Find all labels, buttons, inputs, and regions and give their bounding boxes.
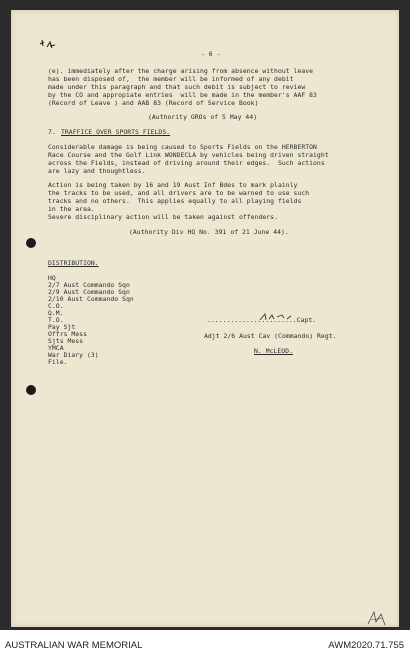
paragraph-e-line-1: (e). immediately after the charge arising from absence without leave — [48, 67, 314, 75]
paragraph-e-line-4: by the CO and appropiate entries will be made in the member's AAF 83 — [48, 91, 317, 99]
signatory-title: Adjt 2/6 Aust Cav (Commando) Regt. — [204, 332, 337, 340]
page-number: - 6 - — [201, 50, 221, 58]
section-7-title: TRAFFICE OVER SPORTS FIELDS. — [61, 128, 171, 136]
distribution-heading: DISTRIBUTION. — [48, 259, 99, 267]
punch-hole-top — [26, 238, 36, 248]
paragraph-e-line-2: has been disposed of, the member will be informed of any debit — [48, 75, 294, 83]
archive-footer — [0, 630, 410, 653]
authority-citation-2: (Authority Div HQ No. 391 of 21 June 44). — [129, 228, 289, 236]
document-page — [11, 10, 399, 627]
section-7-para1-line-2: Race Course and the Golf Link WONDECLA by vehicles being driven straight — [48, 151, 329, 159]
signatory-name: N. McLEOD. — [254, 347, 293, 355]
section-7-para2-line-4: in the area. — [48, 205, 95, 213]
distribution-item: Q.M. — [48, 309, 64, 317]
distribution-item: 2/7 Aust Commando Sqn — [48, 281, 130, 289]
distribution-item: HQ — [48, 274, 56, 282]
paragraph-e-line-5: (Record of Leave ) and AAB 83 (Record of Service Book) — [48, 99, 259, 107]
distribution-item: C.O. — [48, 302, 64, 310]
distribution-item: YMCA — [48, 344, 64, 352]
distribution-item: War Diary (3) — [48, 351, 99, 359]
handwritten-mark — [38, 38, 58, 52]
distribution-item: Sjts Mess — [48, 337, 84, 345]
section-7-para1-line-3: across the Fields, instead of driving around their edges. Such actions — [48, 159, 325, 167]
distribution-item: Pay Sjt — [48, 323, 76, 331]
section-7-para2-line-3: tracks and no others. This applies equally to all playing fields — [48, 197, 302, 205]
signature-line: .......................Capt. — [207, 316, 317, 324]
section-7-para1-line-4: are lazy and thoughtless. — [48, 167, 146, 175]
distribution-item: Offrs Mess — [48, 330, 87, 338]
distribution-item: File. — [48, 358, 68, 366]
section-7-para2-line-1: Action is being taken by 16 and 19 Aust Inf Bdes to mark plainly — [48, 181, 298, 189]
footer-accession-number: AWM2020.71.755 — [328, 640, 404, 651]
footer-institution: AUSTRALIAN WAR MEMORIAL — [5, 640, 143, 651]
section-7-number: 7. — [48, 128, 56, 136]
section-7-para2-line-2: the tracks to be used, and all drivers are to be warned to use such — [48, 189, 310, 197]
section-7-para2-line-5: Severe disciplinary action will be taken against offenders. — [48, 213, 278, 221]
distribution-item: 2/10 Aust Commando Sqn — [48, 295, 134, 303]
distribution-item: T.O. — [48, 316, 64, 324]
authority-citation-1: (Authority GROs of 5 May 44) — [148, 113, 258, 121]
distribution-item: 2/9 Aust Commando Sqn — [48, 288, 130, 296]
pencil-scribble — [365, 608, 389, 628]
paragraph-e-line-3: made under this paragraph and that such debit is subject to review — [48, 83, 306, 91]
punch-hole-bottom — [26, 385, 36, 395]
section-7-para1-line-1: Considerable damage is being caused to Sports Fields on the HERBERTON — [48, 143, 317, 151]
